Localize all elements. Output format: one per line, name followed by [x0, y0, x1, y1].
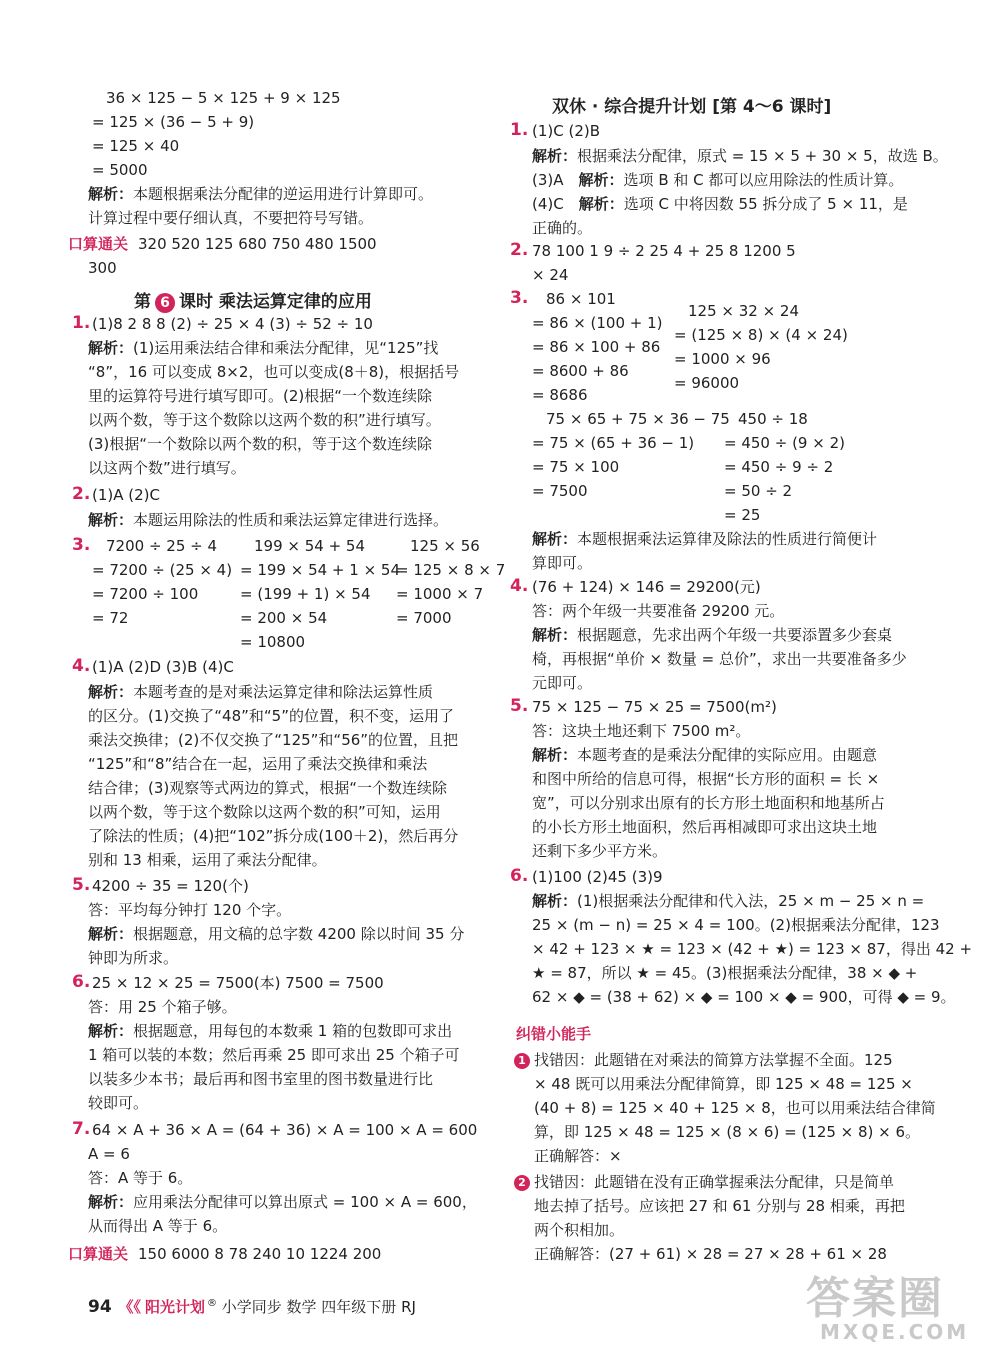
- error-section-tag: 纠错小能手: [516, 1025, 592, 1043]
- error-1-answer: 正确解答：×: [534, 1147, 622, 1165]
- r3-d-line: = 25: [724, 506, 761, 524]
- q6-explanation-line: 以装多少本书；最后再和图书室里的图书数量进行比: [88, 1070, 434, 1088]
- q6-explanation: 解析：根据题意，用每包的本数乘 1 箱的包数即可求出: [88, 1022, 453, 1040]
- intro-explanation: 解析：本题根据乘法分配律的逆运用进行计算即可。: [88, 185, 434, 203]
- r3-d-line: = 450 ÷ (9 × 2): [724, 434, 845, 452]
- q4-explanation-line: 乘法交换律；(2)不仅交换了“125”和“56”的位置，且把: [88, 731, 459, 749]
- r6-explanation-line: ★ = 87，所以 ★ = 45。(3)根据乘法分配律，38 × ◆ +: [532, 964, 918, 982]
- q3-col1-line: = 7200 ÷ 100: [92, 585, 199, 603]
- q3-col2-line: = 10800: [240, 633, 306, 651]
- r4-answer: (76 + 124) × 146 = 29200(元): [532, 578, 761, 596]
- r6-explanation-line: 25 × (m − n) = 25 × 4 = 100。(2)根据乘法分配律，123: [532, 916, 940, 934]
- q4-explanation: 解析：本题考查的是对乘法运算定律和除法运算性质: [88, 683, 434, 701]
- r2-number: 2.: [510, 240, 529, 260]
- oral-row-1-cont: 300: [88, 259, 117, 277]
- intro-calc-line: 36 × 125 − 5 × 125 + 9 × 125: [106, 89, 341, 107]
- q3-col1-line: 7200 ÷ 25 ÷ 4: [106, 537, 218, 555]
- q7-explanation-line: 从而得出 A 等于 6。: [88, 1217, 228, 1235]
- r3-d-line: = 50 ÷ 2: [724, 482, 793, 500]
- r3-b-line: 125 × 32 × 24: [688, 302, 800, 320]
- q4-explanation-line: 的区分。(1)交换了“48”和“5”的位置，积不变，运用了: [88, 707, 454, 725]
- intro-calc-line: = 5000: [92, 161, 148, 179]
- q7-answer: 64 × A + 36 × A = (64 + 36) × A = 100 × A = 600: [92, 1121, 478, 1139]
- r1-part3: (3)A 解析：选项 B 和 C 都可以应用除法的性质计算。: [532, 171, 904, 189]
- watermark-logo: [798, 1262, 978, 1352]
- q6-explanation-line: 1 箱可以装的本数；然后再乘 25 即可求出 25 个箱子可: [88, 1046, 460, 1064]
- footer-book-info: 小学同步 数学 四年级下册 RJ: [221, 1298, 416, 1316]
- q1-number: 1.: [72, 313, 91, 333]
- r3-c-line: = 75 × (65 + 36 − 1): [532, 434, 695, 452]
- oral-row-2: 口算通关 150 6000 8 78 240 10 1224 200: [68, 1245, 382, 1263]
- q3-col2-line: = 200 × 54: [240, 609, 328, 627]
- q4-explanation-line: 结合律；(3)观察等式两边的算式，根据“一个数连续除: [88, 779, 448, 797]
- brand-arrows-icon: 《《: [118, 1298, 141, 1316]
- error-2-line: 两个积相加。: [534, 1221, 625, 1239]
- r3-explanation-line: 算即可。: [532, 554, 593, 572]
- q2-answer: (1)A (2)C: [92, 486, 160, 504]
- q1-explanation-line: “8”，16 可以变成 8×2，也可以变成(8＋8)，根据括号: [88, 363, 460, 381]
- r1-number: 1.: [510, 120, 529, 140]
- q3-col1-line: = 7200 ÷ (25 × 4): [92, 561, 233, 579]
- q7-answer-line: A = 6: [88, 1145, 130, 1163]
- r4-final-answer: 答：两个年级一共要准备 29200 元。: [532, 602, 785, 620]
- r5-explanation: 解析：本题考查的是乘法分配律的实际应用。由题意: [532, 746, 878, 764]
- r3-b-line: = 1000 × 96: [674, 350, 771, 368]
- r1-answer: (1)C (2)B: [532, 122, 601, 140]
- error-2: 2 找错因：此题错在没有正确掌握乘法分配律，只是简单: [514, 1172, 894, 1192]
- r1-part4-cont: 正确的。: [532, 219, 593, 237]
- intro-explanation-cont: 计算过程中要仔细认真，不要把符号写错。: [88, 209, 374, 227]
- r3-explanation: 解析：本题根据乘法运算律及除法的性质进行简便计: [532, 530, 878, 548]
- r5-explanation-line: 的小长方形土地面积，然后再相减即可求出这块土地: [532, 818, 878, 836]
- r6-number: 6.: [510, 866, 529, 886]
- q7-final-answer: 答：A 等于 6。: [88, 1169, 193, 1187]
- q5-final-answer: 答：平均每分钟打 120 个字。: [88, 901, 292, 919]
- brand-name: 阳光计划: [144, 1298, 205, 1316]
- q5-explanation: 解析：根据题意，用文稿的总字数 4200 除以时间 35 分: [88, 925, 465, 943]
- r5-number: 5.: [510, 696, 529, 716]
- q3-col2-line: 199 × 54 + 54: [254, 537, 366, 555]
- q2-explanation: 解析：本题运用除法的性质和乘法运算定律进行选择。: [88, 511, 449, 529]
- r5-explanation-line: 和图中所给的信息可得，根据“长方形的面积 = 长 ×: [532, 770, 880, 788]
- registered-mark: ®: [206, 1298, 217, 1309]
- q5-answer: 4200 ÷ 35 = 120(个): [92, 877, 249, 895]
- q4-explanation-line: 了除法的性质；(4)把“102”拆分成(100＋2)，然后再分: [88, 827, 459, 845]
- q6-number: 6.: [72, 972, 91, 992]
- section-title: 双休 · 综合提升计划 [第 4～6 课时]: [552, 97, 832, 117]
- r1-explanation: 解析：根据乘法分配律，原式 = 15 × 5 + 30 × 5，故选 B。: [532, 147, 948, 165]
- error-2-answer: 正确解答：(27 + 61) × 28 = 27 × 28 + 61 × 28: [534, 1245, 887, 1263]
- page-footer: [88, 1296, 416, 1317]
- q1-explanation-line: 里的运算符号进行填写即可。(2)根据“一个数连续除: [88, 387, 433, 405]
- r3-b-line: = 96000: [674, 374, 740, 392]
- q2-number: 2.: [72, 484, 91, 504]
- q6-final-answer: 答：用 25 个箱子够。: [88, 998, 237, 1016]
- r2-answer-cont: × 24: [532, 266, 569, 284]
- r4-explanation-line: 元即可。: [532, 674, 593, 692]
- r2-answer: 78 100 1 9 ÷ 2 25 4 + 25 8 1200 5: [532, 242, 796, 260]
- r3-c-line: = 75 × 100: [532, 458, 620, 476]
- r6-explanation-line: × 42 + 123 × ★ = 123 × (42 + ★) = 123 × 87，得出 42 +: [532, 940, 973, 958]
- q4-explanation-line: 以两个数，等于这个数除以这两个数的积”可知，运用: [88, 803, 441, 821]
- r3-d-line: 450 ÷ 18: [738, 410, 808, 428]
- q5-number: 5.: [72, 875, 91, 895]
- q6-explanation-line: 较即可。: [88, 1094, 149, 1112]
- q1-answer: (1)8 2 8 8 (2) ÷ 25 × 4 (3) ÷ 52 ÷ 10: [92, 315, 373, 333]
- page-number: 94: [88, 1297, 112, 1317]
- error-2-line: 地去掉了括号。应该把 27 和 61 分别与 28 相乘，再把: [534, 1197, 905, 1215]
- r6-answer: (1)100 (2)45 (3)9: [532, 868, 663, 886]
- r6-explanation-line: 62 × ◆ = (38 + 62) × ◆ = 100 × ◆ = 900，可得 ◆ = 9。: [532, 988, 956, 1006]
- r3-a-line: = 86 × 100 + 86: [532, 338, 661, 356]
- r3-c-line: = 7500: [532, 482, 588, 500]
- q5-explanation-line: 钟即为所求。: [88, 949, 179, 967]
- q4-explanation-line: “125”和“8”结合在一起，运用了乘法交换律和乘法: [88, 755, 428, 773]
- q3-col3-line: = 1000 × 7: [396, 585, 484, 603]
- r3-a-line: 86 × 101: [546, 290, 616, 308]
- error-1: 1 找错因：此题错在对乘法的简算方法掌握不全面。125: [514, 1050, 893, 1070]
- q7-number: 7.: [72, 1119, 91, 1139]
- r4-explanation-line: 椅，再根据“单价 × 数量 = 总价”，求出一共要准备多少: [532, 650, 907, 668]
- error-1-line: 算，即 125 × 48 = 125 × (8 × 6) = (125 × 8) × 6。: [534, 1123, 921, 1141]
- q7-explanation: 解析：应用乘法分配律可以算出原式 = 100 × A = 600，: [88, 1193, 477, 1211]
- q1-explanation-line: 以这两个数”进行填写。: [88, 459, 246, 477]
- r3-number: 3.: [510, 288, 529, 308]
- r1-part4: (4)C 解析：选项 C 中将因数 55 拆分成了 5 × 11，是: [532, 195, 908, 213]
- q3-col3-line: 125 × 56: [410, 537, 480, 555]
- lesson-title: 第 6 课时 乘法运算定律的应用: [134, 292, 372, 312]
- q4-answer: (1)A (2)D (3)B (4)C: [92, 658, 234, 676]
- r3-d-line: = 450 ÷ 9 ÷ 2: [724, 458, 834, 476]
- q1-explanation-line: (3)根据“一个数除以两个数的积，等于这个数连续除: [88, 435, 433, 453]
- r3-a-line: = 8686: [532, 386, 588, 404]
- oral-row-1: 口算通关 320 520 125 680 750 480 1500: [68, 235, 377, 253]
- q4-number: 4.: [72, 656, 91, 676]
- q3-col3-line: = 7000: [396, 609, 452, 627]
- r3-c-line: 75 × 65 + 75 × 36 − 75: [546, 410, 730, 428]
- q1-explanation-line: 以两个数，等于这个数除以这两个数的积”进行填写。: [88, 411, 441, 429]
- r4-explanation: 解析：根据题意，先求出两个年级一共要添置多少套桌: [532, 626, 893, 644]
- r5-final-answer: 答：这块土地还剩下 7500 m²。: [532, 722, 751, 740]
- error-1-line: (40 + 8) = 125 × 40 + 125 × 8，也可以用乘法结合律简: [534, 1099, 936, 1117]
- watermark-url: MXQE.COM: [820, 1320, 970, 1344]
- r5-answer: 75 × 125 − 75 × 25 = 7500(m²): [532, 698, 777, 716]
- q3-col2-line: = (199 + 1) × 54: [240, 585, 371, 603]
- q6-answer: 25 × 12 × 25 = 7500(本) 7500 = 7500: [92, 974, 384, 992]
- q3-col1-line: = 72: [92, 609, 129, 627]
- q4-explanation-line: 别和 13 相乘，运用了乘法分配律。: [88, 851, 327, 869]
- q1-explanation: 解析：(1)运用乘法结合律和乘法分配律，见“125”找: [88, 339, 439, 357]
- q3-col2-line: = 199 × 54 + 1 × 54: [240, 561, 400, 579]
- r5-explanation-line: 宽”，可以分别求出原有的长方形土地面积和地基所占: [532, 794, 885, 812]
- intro-calc-line: = 125 × 40: [92, 137, 180, 155]
- r3-a-line: = 8600 + 86: [532, 362, 629, 380]
- error-1-line: × 48 既可以用乘法分配律简算，即 125 × 48 = 125 ×: [534, 1075, 913, 1093]
- intro-calc-line: = 125 × (36 − 5 + 9): [92, 113, 255, 131]
- r6-explanation: 解析：(1)根据乘法分配律和代入法，25 × m − 25 × n =: [532, 892, 925, 910]
- q3-number: 3.: [72, 535, 91, 555]
- r4-number: 4.: [510, 576, 529, 596]
- watermark-text: 答案圈: [806, 1273, 944, 1324]
- r3-a-line: = 86 × (100 + 1): [532, 314, 663, 332]
- r3-b-line: = (125 × 8) × (4 × 24): [674, 326, 848, 344]
- r5-explanation-line: 还剩下多少平方米。: [532, 842, 668, 860]
- q3-col3-line: = 125 × 8 × 7: [396, 561, 506, 579]
